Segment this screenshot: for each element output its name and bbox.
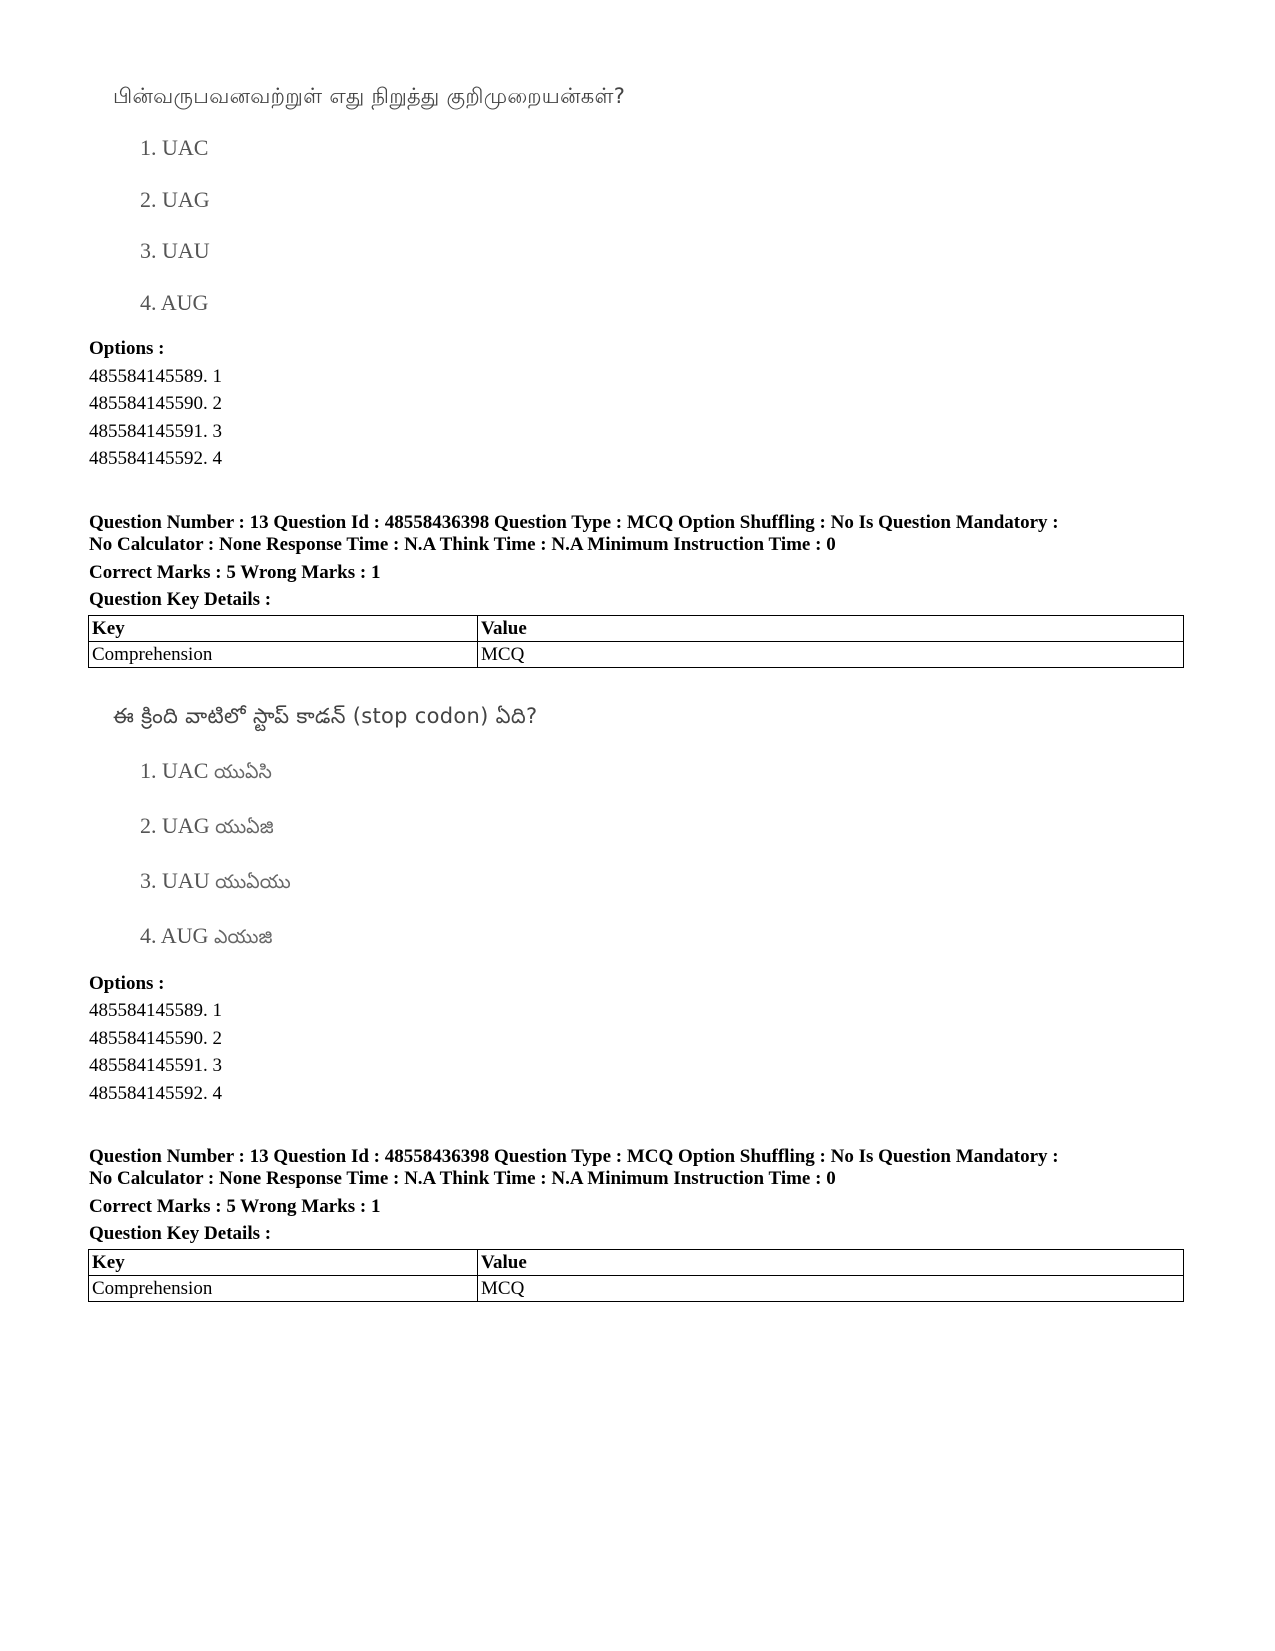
question-choice: 2. UAG — [140, 187, 210, 212]
option-line: 485584145592. 4 — [89, 448, 222, 469]
table-row — [89, 642, 1184, 668]
choice-english: 3. UAU — [140, 868, 210, 893]
table-header-key: Key — [89, 616, 478, 642]
question-choice: 1. UAC — [140, 135, 209, 160]
choice-english: 2. UAG — [140, 813, 210, 838]
choice-telugu: యుఏయు — [215, 871, 291, 893]
choice-telugu: యుఏసి — [213, 761, 272, 783]
choice-english: 1. UAC — [140, 758, 209, 783]
key-details-table — [88, 615, 1184, 668]
choice-telugu: యుఏజి — [215, 816, 274, 838]
option-line: 485584145590. 2 — [89, 1028, 222, 1049]
question-choice — [140, 758, 272, 788]
options-label: Options : — [89, 973, 165, 994]
question-choice: 3. UAU — [140, 238, 210, 263]
question-choice — [140, 813, 274, 843]
question-choice: 4. AUG — [140, 290, 209, 315]
option-line: 485584145590. 2 — [89, 393, 222, 414]
choice-english: 4. AUG — [140, 923, 209, 948]
marks-line: Correct Marks : 5 Wrong Marks : 1 — [89, 562, 381, 583]
option-line: 485584145589. 1 — [89, 366, 222, 387]
table-cell-value: MCQ — [478, 1276, 1184, 1302]
option-line: 485584145592. 4 — [89, 1083, 222, 1104]
table-cell-value: MCQ — [478, 642, 1184, 668]
table-header-value: Value — [478, 1250, 1184, 1276]
table-cell-key: Comprehension — [89, 642, 478, 668]
question-choice — [140, 923, 272, 953]
table-row — [89, 1276, 1184, 1302]
options-label: Options : — [89, 338, 165, 359]
question-meta-line1: Question Number : 13 Question Id : 48558436398 Question Type : MCQ Option Shuffling : No Is Question Mandatory : — [89, 512, 1059, 533]
question-meta-line2: No Calculator : None Response Time : N.A Think Time : N.A Minimum Instruction Time : 0 — [89, 1168, 836, 1189]
choice-telugu: ఎయుజి — [213, 926, 273, 948]
table-header-key: Key — [89, 1250, 478, 1276]
question-image-title: பின்வருபவனவற்றுள் எது நிறுத்து குறிமுறையன்கள்? — [113, 84, 626, 108]
question-image-title: ఈ క్రింది వాటిలో స్టాప్ కాడన్ (stop codon) ఏది? — [113, 704, 538, 728]
table-header-row — [89, 616, 1184, 642]
question-choice — [140, 868, 291, 898]
table-header-value: Value — [478, 616, 1184, 642]
option-line: 485584145591. 3 — [89, 1055, 222, 1076]
key-details-label: Question Key Details : — [89, 1223, 272, 1244]
question-meta-line2: No Calculator : None Response Time : N.A Think Time : N.A Minimum Instruction Time : 0 — [89, 534, 836, 555]
option-line: 485584145589. 1 — [89, 1000, 222, 1021]
table-header-row — [89, 1250, 1184, 1276]
marks-line: Correct Marks : 5 Wrong Marks : 1 — [89, 1196, 381, 1217]
table-cell-key: Comprehension — [89, 1276, 478, 1302]
option-line: 485584145591. 3 — [89, 421, 222, 442]
question-meta-line1: Question Number : 13 Question Id : 48558436398 Question Type : MCQ Option Shuffling : No Is Question Mandatory : — [89, 1146, 1059, 1167]
key-details-label: Question Key Details : — [89, 589, 272, 610]
key-details-table — [88, 1249, 1184, 1302]
